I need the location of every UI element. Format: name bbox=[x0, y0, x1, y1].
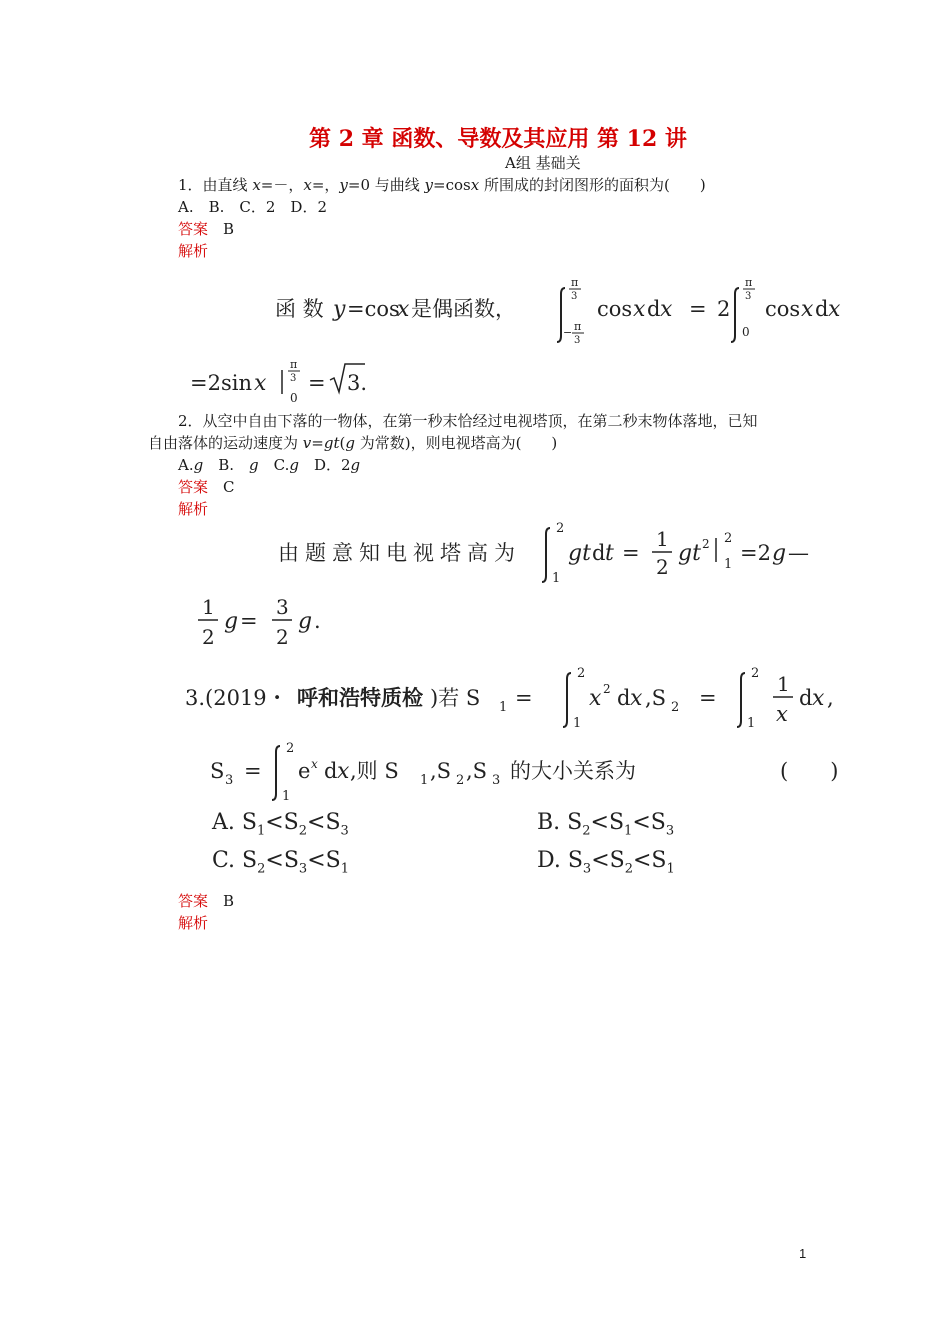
svg-text:—: — bbox=[788, 541, 809, 565]
svg-text:2: 2 bbox=[276, 625, 289, 649]
svg-text:x: x bbox=[311, 757, 318, 771]
q2-options: A.g B. g C.g D．2g bbox=[178, 456, 361, 474]
svg-text:3: 3 bbox=[290, 373, 297, 384]
svg-text:3: 3 bbox=[745, 291, 752, 302]
svg-text:3: 3 bbox=[574, 335, 581, 346]
document-title: 第 2 章 函数、导数及其应用 第 12 讲 bbox=[309, 126, 687, 152]
svg-text:,S: ,S bbox=[645, 686, 667, 710]
svg-text:1: 1 bbox=[573, 716, 582, 731]
svg-text:)若 S: )若 S bbox=[430, 686, 481, 710]
svg-text:cos: cos bbox=[765, 297, 801, 321]
page-number: 1 bbox=[799, 1246, 807, 1261]
svg-text:d: d bbox=[815, 297, 829, 321]
svg-text:1: 1 bbox=[499, 700, 508, 715]
svg-text:3: 3 bbox=[276, 595, 289, 619]
svg-text:cos: cos bbox=[597, 297, 633, 321]
svg-text:1: 1 bbox=[552, 571, 561, 586]
q2-stem-line2: 自由落体的运动速度为 v=gt(g 为常数)，则电视塔高为( ) bbox=[148, 434, 558, 452]
svg-text:g: g bbox=[298, 609, 313, 634]
q3-stem-formula-2 bbox=[210, 740, 850, 810]
q2-stem-line1: 2．从空中自由下落的一物体，在第一秒末恰经过电视塔顶，在第二秒末物体落地，已知 bbox=[178, 412, 758, 430]
svg-text:x: x bbox=[589, 686, 602, 711]
svg-text:,则 S: ,则 S bbox=[350, 759, 399, 783]
svg-text:3: 3 bbox=[225, 773, 234, 788]
svg-text:( ): ( ) bbox=[780, 759, 839, 783]
svg-text:2: 2 bbox=[702, 537, 710, 551]
svg-text:呼和浩特质检: 呼和浩特质检 bbox=[297, 685, 423, 710]
svg-text:2: 2 bbox=[656, 555, 669, 579]
svg-text:x: x bbox=[801, 297, 814, 322]
q2-solution-line1 bbox=[278, 520, 848, 590]
svg-text:1: 1 bbox=[420, 773, 429, 788]
svg-text:,: , bbox=[827, 686, 834, 710]
q1-options: A. B. C．2 D．2 bbox=[178, 198, 327, 216]
q3-option-a: A. $S_1<S_2<S_3$ bbox=[212, 810, 349, 839]
q3-option-c: C. $S_2<S_3<S_1$ bbox=[212, 848, 349, 877]
q1-analysis-label: 解析 bbox=[178, 242, 209, 260]
q3-stem-line2 bbox=[210, 740, 850, 810]
svg-text:=: = bbox=[689, 297, 707, 321]
svg-text:2: 2 bbox=[671, 700, 680, 715]
svg-text:d: d bbox=[324, 759, 338, 783]
svg-text:1: 1 bbox=[747, 716, 756, 731]
svg-text:d: d bbox=[799, 686, 813, 710]
q2-analysis-label: 解析 bbox=[178, 500, 209, 518]
svg-text:S: S bbox=[210, 759, 225, 783]
svg-text:π: π bbox=[571, 276, 579, 289]
svg-text:g: g bbox=[772, 541, 787, 566]
q2-solution-formula bbox=[278, 520, 848, 590]
svg-text:2: 2 bbox=[603, 682, 611, 696]
svg-text:2: 2 bbox=[717, 297, 731, 321]
svg-text:0: 0 bbox=[290, 391, 298, 405]
svg-text:x: x bbox=[812, 686, 825, 711]
svg-text:=: = bbox=[699, 686, 717, 710]
svg-text:−: − bbox=[563, 326, 573, 339]
svg-text:1: 1 bbox=[282, 789, 291, 804]
q1-stem: 1．由直线 x=－，x=，y=0 与曲线 y=cosx 所围成的封闭图形的面积为( ) bbox=[178, 176, 706, 194]
q3-stem-line1 bbox=[185, 665, 845, 745]
svg-text:=cos: =cos bbox=[347, 297, 400, 321]
svg-text:3: 3 bbox=[492, 773, 501, 788]
svg-text:,S: ,S bbox=[430, 759, 452, 783]
q3-analysis-label: 解析 bbox=[178, 914, 209, 932]
svg-text:2: 2 bbox=[286, 741, 295, 756]
svg-text:函 数: 函 数 bbox=[275, 297, 324, 321]
svg-text:g: g bbox=[224, 609, 239, 634]
q2-solution-result bbox=[190, 590, 350, 660]
svg-text:2: 2 bbox=[577, 666, 586, 681]
svg-text:π: π bbox=[745, 276, 753, 289]
q1-solution-formula bbox=[275, 268, 845, 348]
q2-answer: 答案 C bbox=[178, 478, 235, 496]
group-heading: A组 基础关 bbox=[505, 154, 581, 172]
svg-text:=2sin: =2sin bbox=[190, 371, 252, 395]
svg-text:由题意知电视塔高为: 由题意知电视塔高为 bbox=[278, 541, 521, 565]
svg-text:e: e bbox=[298, 759, 311, 783]
svg-text:π: π bbox=[290, 358, 298, 371]
svg-text:是偶函数，: 是偶函数， bbox=[411, 297, 516, 321]
svg-text:,S: ,S bbox=[466, 759, 488, 783]
q2-solution-line2 bbox=[190, 590, 350, 660]
svg-text:d: d bbox=[617, 686, 631, 710]
svg-text:=: = bbox=[244, 759, 262, 783]
svg-text:x: x bbox=[254, 371, 267, 396]
svg-text:x: x bbox=[633, 297, 646, 322]
svg-text:gt: gt bbox=[568, 541, 591, 566]
q3-option-d: D. $S_3<S_2<S_1$ bbox=[537, 848, 675, 877]
svg-text:2: 2 bbox=[751, 666, 760, 681]
q1-solution-line1 bbox=[275, 268, 845, 348]
svg-text:1: 1 bbox=[777, 672, 790, 696]
svg-text:x: x bbox=[337, 759, 350, 784]
svg-text:1: 1 bbox=[656, 527, 669, 551]
q1-solution-line2 bbox=[190, 350, 410, 410]
svg-text:=: = bbox=[515, 686, 533, 710]
svg-text:y: y bbox=[333, 297, 346, 322]
svg-text:gt: gt bbox=[678, 541, 701, 566]
svg-text:3: 3 bbox=[571, 291, 578, 302]
svg-text:.: . bbox=[314, 609, 321, 633]
svg-text:2: 2 bbox=[556, 521, 565, 536]
svg-text:1: 1 bbox=[202, 595, 215, 619]
svg-text:x: x bbox=[776, 702, 788, 726]
svg-text:x: x bbox=[630, 686, 643, 711]
q3-option-b: B. $S_2<S_1<S_3$ bbox=[537, 810, 675, 839]
svg-text:2: 2 bbox=[724, 531, 733, 546]
svg-text:1: 1 bbox=[724, 557, 733, 572]
q1-answer: 答案 B bbox=[178, 220, 235, 238]
svg-text:x: x bbox=[828, 297, 841, 322]
svg-text:t: t bbox=[605, 541, 614, 566]
svg-text:d: d bbox=[647, 297, 661, 321]
svg-text:的大小关系为: 的大小关系为 bbox=[510, 759, 636, 783]
svg-text:0: 0 bbox=[742, 325, 750, 339]
svg-text:π: π bbox=[574, 320, 582, 333]
svg-text:=2: =2 bbox=[740, 541, 771, 565]
svg-text:x: x bbox=[397, 297, 410, 322]
svg-text:=: = bbox=[240, 609, 258, 633]
svg-text:2: 2 bbox=[202, 625, 215, 649]
svg-text:3.: 3. bbox=[347, 371, 368, 395]
q3-stem-formula-1 bbox=[185, 665, 845, 745]
svg-text:3.(2019・: 3.(2019・ bbox=[185, 686, 288, 710]
q1-solution-result bbox=[190, 350, 410, 410]
q3-answer: 答案 B bbox=[178, 892, 235, 910]
svg-text:x: x bbox=[660, 297, 673, 322]
svg-text:2: 2 bbox=[456, 773, 465, 788]
svg-text:=: = bbox=[308, 371, 326, 395]
svg-text:=: = bbox=[622, 541, 640, 565]
svg-text:d: d bbox=[592, 541, 606, 565]
